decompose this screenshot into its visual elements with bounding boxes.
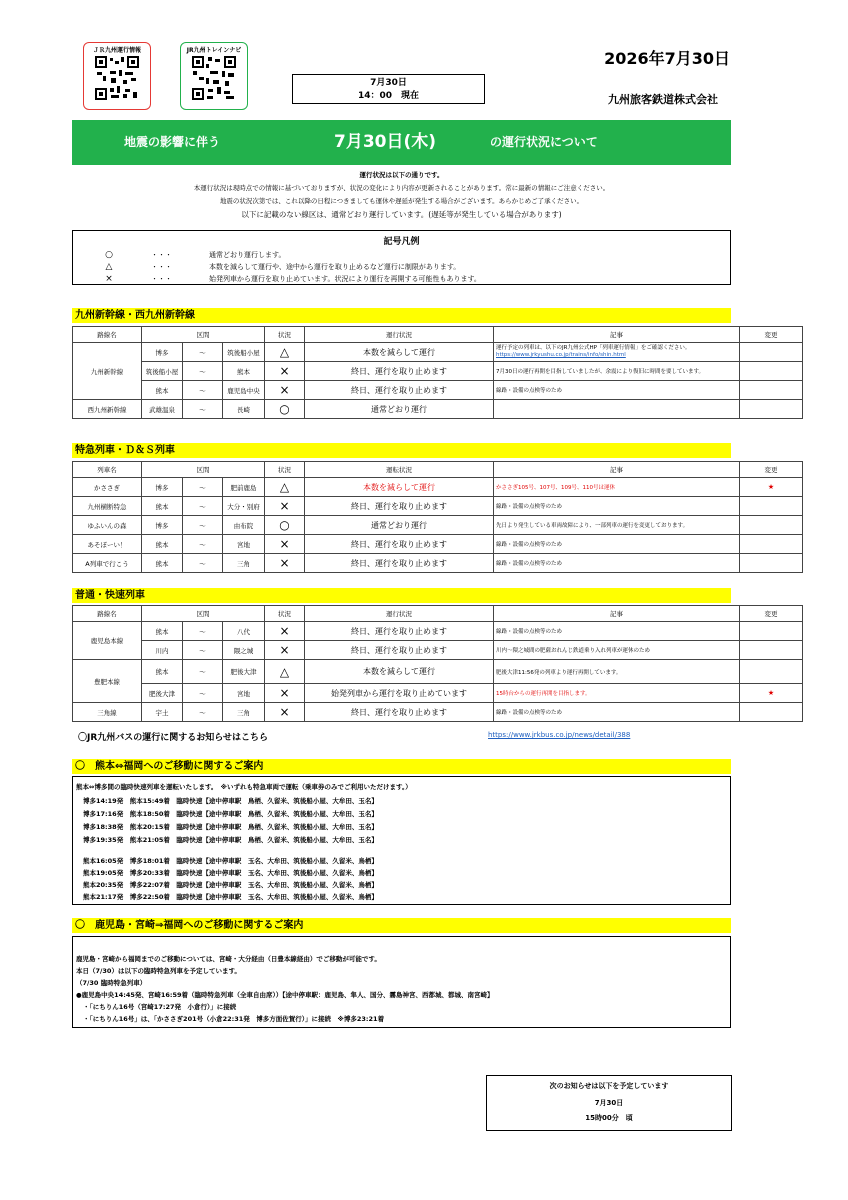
section-to: 熊本 xyxy=(223,362,265,381)
train-name: ゆふいんの森 xyxy=(73,516,142,535)
triangle-icon: △ xyxy=(265,660,305,684)
section-tilde: ～ xyxy=(183,478,223,497)
cross-icon: × xyxy=(265,362,305,381)
section-to: 三角 xyxy=(223,703,265,722)
company-name: 九州旅客鉄道株式会社 xyxy=(608,93,718,106)
cross-icon: × xyxy=(265,554,305,573)
header-train: 列車名 xyxy=(73,462,142,478)
table-row xyxy=(73,660,803,684)
note: かささぎ105号、107号、109号、110号は運休 xyxy=(494,478,740,497)
header-change: 変更 xyxy=(740,327,803,343)
express-table xyxy=(72,461,803,573)
qr-code-operation-info[interactable] xyxy=(83,42,151,110)
table-header-row xyxy=(73,606,803,622)
triangle-icon: △ xyxy=(265,478,305,497)
change-mark xyxy=(740,362,803,381)
next-notice-box xyxy=(486,1075,732,1131)
table-row xyxy=(73,362,803,381)
legend-row xyxy=(73,261,730,273)
section-tilde: ～ xyxy=(183,535,223,554)
table-row xyxy=(73,703,803,722)
change-mark xyxy=(740,400,803,419)
header-operation: 運転状況 xyxy=(305,462,494,478)
section-to: 肥前鹿島 xyxy=(223,478,265,497)
operation-status: 終日、運行を取り止めます xyxy=(305,554,494,573)
legend-dots: ・・・ xyxy=(151,275,172,283)
notice-line: 運行状況は以下の通りです。 xyxy=(359,171,444,179)
section-from: 熊本 xyxy=(142,660,183,684)
change-mark xyxy=(740,660,803,684)
change-mark xyxy=(740,381,803,400)
kagoshima-fukuoka-box xyxy=(72,936,731,1028)
note: 線路・設備の点検等のため xyxy=(494,554,740,573)
legend-dots: ・・・ xyxy=(151,251,172,259)
as-of-time-box xyxy=(292,74,485,104)
section-from: 武雄温泉 xyxy=(142,400,183,419)
note: 先日より発生している車両故障により、一部列車の運行を変更しております。 xyxy=(494,516,740,535)
change-mark xyxy=(740,641,803,660)
section-tilde: ～ xyxy=(183,703,223,722)
note: 線路・設備の点検等のため xyxy=(494,381,740,400)
section-tilde: ～ xyxy=(183,684,223,703)
table-row xyxy=(73,535,803,554)
train-schedule-line: 熊本19:05発 博多20:33着 臨時快速【途中停車駅 玉名、大牟田、筑後船小屋、久留米、鳥栖】 xyxy=(83,869,378,877)
kumamoto-fukuoka-box xyxy=(72,776,731,905)
header-note: 記事 xyxy=(494,327,740,343)
section-from: 熊本 xyxy=(142,622,183,641)
operation-status: 終日、運行を取り止めます xyxy=(305,497,494,516)
train-name: A列車で行こう xyxy=(73,554,142,573)
bus-info-link[interactable]: https://www.jrkbus.co.jp/news/detail/388 xyxy=(488,731,631,739)
info-line: ・「にちりん16号」は、「かささぎ201号（小倉22:31発 博多方面佐賀行）」に接続 ※博多23:21着 xyxy=(83,1015,385,1023)
info-line: （7/30 臨時特急列車） xyxy=(76,979,147,987)
section-from: 川内 xyxy=(142,641,183,660)
header-operation: 運行状況 xyxy=(305,327,494,343)
table-row xyxy=(73,381,803,400)
change-star-icon: ★ xyxy=(740,478,803,497)
train-schedule-line: 博多19:35発 熊本21:05着 臨時快速【途中停車駅 鳥栖、久留米、筑後船小屋、大牟田、玉名】 xyxy=(83,836,378,844)
report-date: 2026年7月30日 xyxy=(604,49,730,68)
banner-center: 7月30日(木) xyxy=(334,132,437,152)
section-tilde: ～ xyxy=(183,516,223,535)
cross-icon: × xyxy=(265,535,305,554)
header-note: 記事 xyxy=(494,462,740,478)
line-name: 三角線 xyxy=(73,703,142,722)
section-from: 熊本 xyxy=(142,554,183,573)
table-row xyxy=(73,400,803,419)
operation-status: 通常どおり運行 xyxy=(305,400,494,419)
note: 線路・設備の点検等のため xyxy=(494,703,740,722)
table-header-row xyxy=(73,327,803,343)
section-tilde: ～ xyxy=(183,497,223,516)
notice-line: 以下に記載のない線区は、通常どおり運行しています。(遅延等が発生している場合があります) xyxy=(241,210,562,219)
section-from: 博多 xyxy=(142,343,183,362)
legend-desc: 本数を減らして運行や、途中から運行を取り止めるなど運行に制限があります。 xyxy=(209,263,461,271)
banner-left: 地震の影響に伴う xyxy=(124,135,221,149)
section-tilde: ～ xyxy=(183,343,223,362)
operation-status: 本数を減らして運行 xyxy=(305,660,494,684)
table-row xyxy=(73,684,803,703)
line-name: 鹿児島本線 xyxy=(73,622,142,660)
header-operation: 運行状況 xyxy=(305,606,494,622)
operation-status: 終日、運行を取り止めます xyxy=(305,381,494,400)
train-schedule-line: 博多18:38発 熊本20:15着 臨時快速【途中停車駅 鳥栖、久留米、筑後船小屋、大牟田、玉名】 xyxy=(83,823,378,831)
header-line: 路線名 xyxy=(73,606,142,622)
cross-icon: × xyxy=(265,641,305,660)
header-section: 区間 xyxy=(142,327,265,343)
operation-status: 終日、運行を取り止めます xyxy=(305,622,494,641)
section-from: 肥後大津 xyxy=(142,684,183,703)
header-situation: 状況 xyxy=(265,327,305,343)
legend-title: 記号凡例 xyxy=(383,237,420,247)
note: 15時台からの運行再開を目指します。 xyxy=(494,684,740,703)
note-text: 運行予定の列車は、以下のJR九州公式HP「列車運行情報」をご確認ください。 xyxy=(496,345,691,351)
operation-status: 終日、運行を取り止めます xyxy=(305,362,494,381)
qr-code-train-navi[interactable] xyxy=(180,42,248,110)
change-mark xyxy=(740,516,803,535)
info-line: ●鹿児島中央14:45発、宮崎16:59着（臨時特急列車（全車自由席））【途中停車駅：鹿児島、隼人、国分、霧島神宮、西都城、都城、南宮崎】 xyxy=(76,991,494,999)
section-from: 宇土 xyxy=(142,703,183,722)
line-name: 九州新幹線 xyxy=(73,343,142,400)
as-of-time: 14：00 現在 xyxy=(357,91,420,101)
section-from: 筑後船小屋 xyxy=(142,362,183,381)
qr-code-icon xyxy=(95,56,139,100)
header-note: 記事 xyxy=(494,606,740,622)
section-tilde: ～ xyxy=(183,400,223,419)
section-tilde: ～ xyxy=(183,381,223,400)
legend-row xyxy=(73,273,730,285)
cross-icon: × xyxy=(265,381,305,400)
section-tilde: ～ xyxy=(183,362,223,381)
change-mark xyxy=(740,535,803,554)
operation-status: 始発列車から運行を取り止めています xyxy=(305,684,494,703)
section-tilde: ～ xyxy=(183,660,223,684)
legend-desc: 始発列車から運行を取り止めています。状況により運行を再開する可能性もあります。 xyxy=(209,275,481,283)
table-row xyxy=(73,343,803,362)
train-schedule-line: 熊本21:17発 博多22:50着 臨時快速【途中停車駅 玉名、大牟田、筑後船小屋、久留米、鳥栖】 xyxy=(83,893,378,901)
section-from: 熊本 xyxy=(142,535,183,554)
cross-icon: × xyxy=(265,703,305,722)
symbol-legend xyxy=(72,230,731,285)
train-schedule-line: 熊本16:05発 博多18:01着 臨時快速【途中停車駅 玉名、大牟田、筑後船小屋、久留米、鳥栖】 xyxy=(83,857,378,865)
table-row xyxy=(73,478,803,497)
cross-icon: × xyxy=(105,274,113,284)
note: 線路・設備の点検等のため xyxy=(494,535,740,554)
section-to: 三角 xyxy=(223,554,265,573)
section-from: 熊本 xyxy=(142,497,183,516)
qr2-label: JR九州トレインナビ xyxy=(186,47,242,54)
info-line: 本日（7/30）は以下の臨時特急列車を予定しています。 xyxy=(76,967,241,975)
next-notice-label: 次のお知らせは以下を予定しています xyxy=(549,1082,669,1090)
header-situation: 状況 xyxy=(265,462,305,478)
table-row xyxy=(73,554,803,573)
note-link[interactable]: https://www.jrkyushu.co.jp/trains/info/shin.html xyxy=(496,352,626,358)
change-mark xyxy=(740,703,803,722)
notice-line: 本運行状況は現時点での情報に基づいておりますが、状況の変化により内容が更新されることがあります。常に最新の情報にご注意ください。 xyxy=(193,184,610,192)
as-of-date: 7月30日 xyxy=(370,78,407,88)
cross-icon: × xyxy=(265,622,305,641)
section-kumamoto-fukuoka-title: 〇 熊本⇔福岡へのご移動に関するご案内 xyxy=(72,759,731,774)
train-name: あそぼーい！ xyxy=(73,535,142,554)
info-intro: 熊本⇔博多間の臨時快速列車を運転いたします。 ※いずれも特急車両で運転（乗車券のみでご利用いただけます。） xyxy=(76,783,412,791)
note: 線路・設備の点検等のため xyxy=(494,497,740,516)
section-to: 筑後船小屋 xyxy=(223,343,265,362)
header-line: 路線名 xyxy=(73,327,142,343)
operation-status: 終日、運行を取り止めます xyxy=(305,535,494,554)
header-section: 区間 xyxy=(142,606,265,622)
note: 川内～隈之城間の肥薩おれんじ鉄道乗り入れ列車が運休のため xyxy=(494,641,740,660)
table-row xyxy=(73,641,803,660)
change-mark xyxy=(740,554,803,573)
note: 7月30日の運行再開を目指していましたが、余震により復旧に時間を要しています。 xyxy=(494,362,740,381)
section-to: 鹿児島中央 xyxy=(223,381,265,400)
section-to: 肥後大津 xyxy=(223,660,265,684)
info-line: 鹿児島・宮崎から福岡までのご移動については、宮崎・大分経由（日豊本線経由）でご移動が可能です。 xyxy=(76,955,381,963)
section-from: 博多 xyxy=(142,516,183,535)
qr1-label: ＪＲ九州運行情報 xyxy=(92,47,141,54)
header-situation: 状況 xyxy=(265,606,305,622)
table-row xyxy=(73,497,803,516)
section-to: 大分・別府 xyxy=(223,497,265,516)
title-banner xyxy=(72,120,731,165)
change-mark xyxy=(740,343,803,362)
change-star-icon: ★ xyxy=(740,684,803,703)
header-change: 変更 xyxy=(740,462,803,478)
section-to: 長崎 xyxy=(223,400,265,419)
next-notice-time: 15時00分 頃 xyxy=(585,1114,633,1122)
header-change: 変更 xyxy=(740,606,803,622)
local-table xyxy=(72,605,803,722)
section-to: 由布院 xyxy=(223,516,265,535)
table-row xyxy=(73,622,803,641)
operation-status: 終日、運行を取り止めます xyxy=(305,641,494,660)
cross-icon: × xyxy=(265,497,305,516)
shinkansen-table xyxy=(72,326,803,419)
section-express-title: 特急列車・Ｄ＆Ｓ列車 xyxy=(72,443,731,458)
note xyxy=(494,343,740,362)
section-to: 八代 xyxy=(223,622,265,641)
section-shinkansen-title: 九州新幹線・西九州新幹線 xyxy=(72,308,731,323)
table-header-row xyxy=(73,462,803,478)
section-to: 隈之城 xyxy=(223,641,265,660)
operation-status: 通常どおり運行 xyxy=(305,516,494,535)
operation-status: 本数を減らして運行 xyxy=(305,478,494,497)
legend-row xyxy=(73,249,730,261)
next-notice-date: 7月30日 xyxy=(594,1099,624,1107)
note: 線路・設備の点検等のため xyxy=(494,622,740,641)
section-kagoshima-fukuoka-title: 〇 鹿児島・宮崎⇒福岡へのご移動に関するご案内 xyxy=(72,918,731,933)
line-name: 西九州新幹線 xyxy=(73,400,142,419)
circle-icon: ○ xyxy=(265,400,305,419)
banner-right: の運行状況について xyxy=(490,135,598,149)
bus-info-label: 〇JR九州バスの運行に関するお知らせはこちら xyxy=(78,733,269,743)
line-name: 豊肥本線 xyxy=(73,660,142,703)
change-mark xyxy=(740,497,803,516)
train-schedule-line: 博多17:16発 熊本18:50着 臨時快速【途中停車駅 鳥栖、久留米、筑後船小屋、大牟田、玉名】 xyxy=(83,810,378,818)
circle-icon: ○ xyxy=(105,250,113,260)
triangle-icon: △ xyxy=(105,262,113,272)
section-from: 博多 xyxy=(142,478,183,497)
train-name: かささぎ xyxy=(73,478,142,497)
change-mark xyxy=(740,622,803,641)
train-schedule-line: 博多14:19発 熊本15:49着 臨時快速【途中停車駅 鳥栖、久留米、筑後船小屋、大牟田、玉名】 xyxy=(83,797,378,805)
section-local-title: 普通・快速列車 xyxy=(72,588,731,603)
cross-icon: × xyxy=(265,684,305,703)
notice-line: 地震の状況次第では、これ以降の日程につきましても運休や遅延が発生する場合がございます。あらかじめご了承ください。 xyxy=(219,197,584,205)
section-from: 熊本 xyxy=(142,381,183,400)
table-row xyxy=(73,516,803,535)
section-tilde: ～ xyxy=(183,554,223,573)
operation-status: 終日、運行を取り止めます xyxy=(305,703,494,722)
legend-desc: 通常どおり運行します。 xyxy=(209,251,286,259)
section-to: 宮地 xyxy=(223,535,265,554)
note xyxy=(494,400,740,419)
section-tilde: ～ xyxy=(183,622,223,641)
triangle-icon: △ xyxy=(265,343,305,362)
section-tilde: ～ xyxy=(183,641,223,660)
train-schedule-line: 熊本20:35発 博多22:07着 臨時快速【途中停車駅 玉名、大牟田、筑後船小屋、久留米、鳥栖】 xyxy=(83,881,378,889)
note: 肥後大津11:56発の列車より運行再開しています。 xyxy=(494,660,740,684)
info-line: ・「にちりん16号（宮崎17:27発 小倉行）」に接続 xyxy=(83,1003,237,1011)
header-section: 区間 xyxy=(142,462,265,478)
operation-status: 本数を減らして運行 xyxy=(305,343,494,362)
train-name: 九州横断特急 xyxy=(73,497,142,516)
qr-code-icon xyxy=(192,56,236,100)
legend-dots: ・・・ xyxy=(151,263,172,271)
circle-icon: ○ xyxy=(265,516,305,535)
section-to: 宮地 xyxy=(223,684,265,703)
